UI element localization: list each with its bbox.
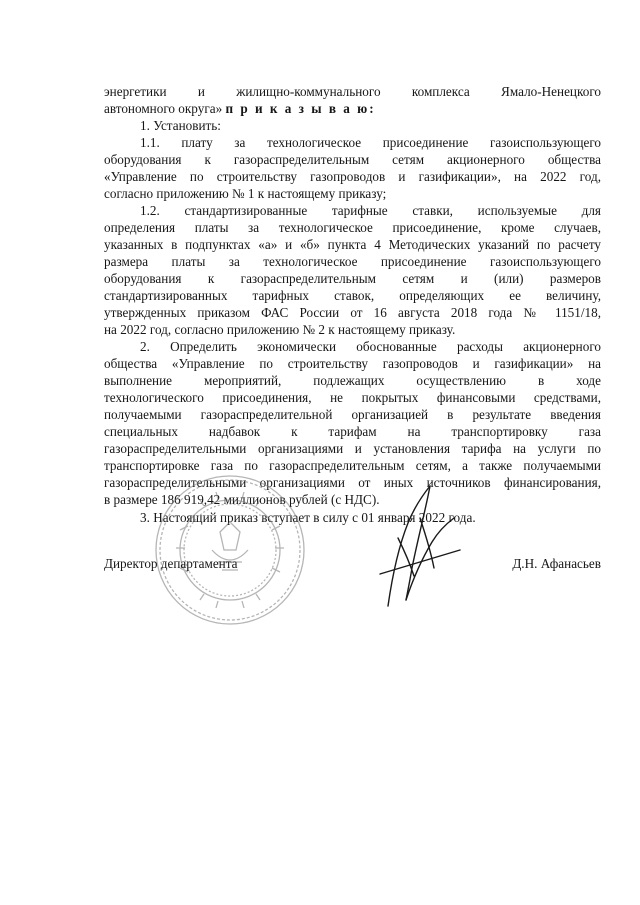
text-line: стандартизированных тарифных ставок, определяющих ее величину, [104, 288, 601, 303]
text-line: специальных надбавок к тарифам на транспортировку газа [104, 424, 601, 439]
text-line: технологического присоединения, не покрытых финансовыми средствами, [104, 390, 601, 405]
text-line: транспортировке газа по газораспределительным сетям, а также получаемыми [104, 458, 601, 473]
text-line: утвержденных приказом ФАС России от 16 августа 2018 года № 1151/18, [104, 305, 601, 320]
text-line: в размере 186 919,42 миллионов рублей (с НДС). [104, 492, 380, 507]
handwritten-signature-icon [360, 478, 470, 618]
text-line: на 2022 год, согласно приложению № 2 к настоящему приказу. [104, 322, 456, 337]
text-line: оборудования к газораспределительным сетям акционерного общества [104, 152, 601, 167]
signatory-position: Директор департамента [104, 556, 238, 571]
order-keyword: п р и к а з ы в а ю: [225, 101, 376, 116]
clause-heading: 1. Установить: [140, 118, 221, 133]
text-line: 1.2. стандартизированные тарифные ставки, используемые для [140, 203, 601, 218]
text-line: «Управление по строительству газопроводов и газификации», на 2022 год, [104, 169, 601, 184]
text-fragment: автономного округа» [104, 101, 223, 116]
text-line: оборудования к газораспределительным сетям и (или) размеров [104, 271, 601, 286]
signatory-name: Д.Н. Афанасьев [512, 556, 601, 571]
text-line: получаемыми газораспределительной организацией в результате введения [104, 407, 601, 422]
text-line: согласно приложению № 1 к настоящему приказу; [104, 186, 387, 201]
text-line: 2. Определить экономически обоснованные расходы акционерного [140, 339, 601, 354]
text-line: размера платы за технологическое присоединение газоиспользующего [104, 254, 601, 269]
text-line: энергетики и жилищно-коммунального комплекса Ямало-Ненецкого [104, 84, 601, 99]
official-stamp-icon [150, 470, 310, 630]
text-line: определения платы за технологическое присоединение, кроме случаев, [104, 220, 601, 235]
text-line: газораспределительными организациями от иных источников финансирования, [104, 475, 601, 490]
text-line [104, 101, 601, 117]
text-line: выполнение мероприятий, подлежащих осуществлению в ходе [104, 373, 601, 388]
text-line: 1.1. плату за технологическое присоединение газоиспользующего [140, 135, 601, 150]
text-line: 3. Настоящий приказ вступает в силу с 01 января 2022 года. [140, 510, 476, 525]
text-line: газораспределительными организациями и установления тарифа на услуги по [104, 441, 601, 456]
text-line: указанных в подпунктах «а» и «б» пункта 4 Методических указаний по расчету [104, 237, 601, 252]
text-line: общества «Управление по строительству газопроводов и газификации» на [104, 356, 601, 371]
